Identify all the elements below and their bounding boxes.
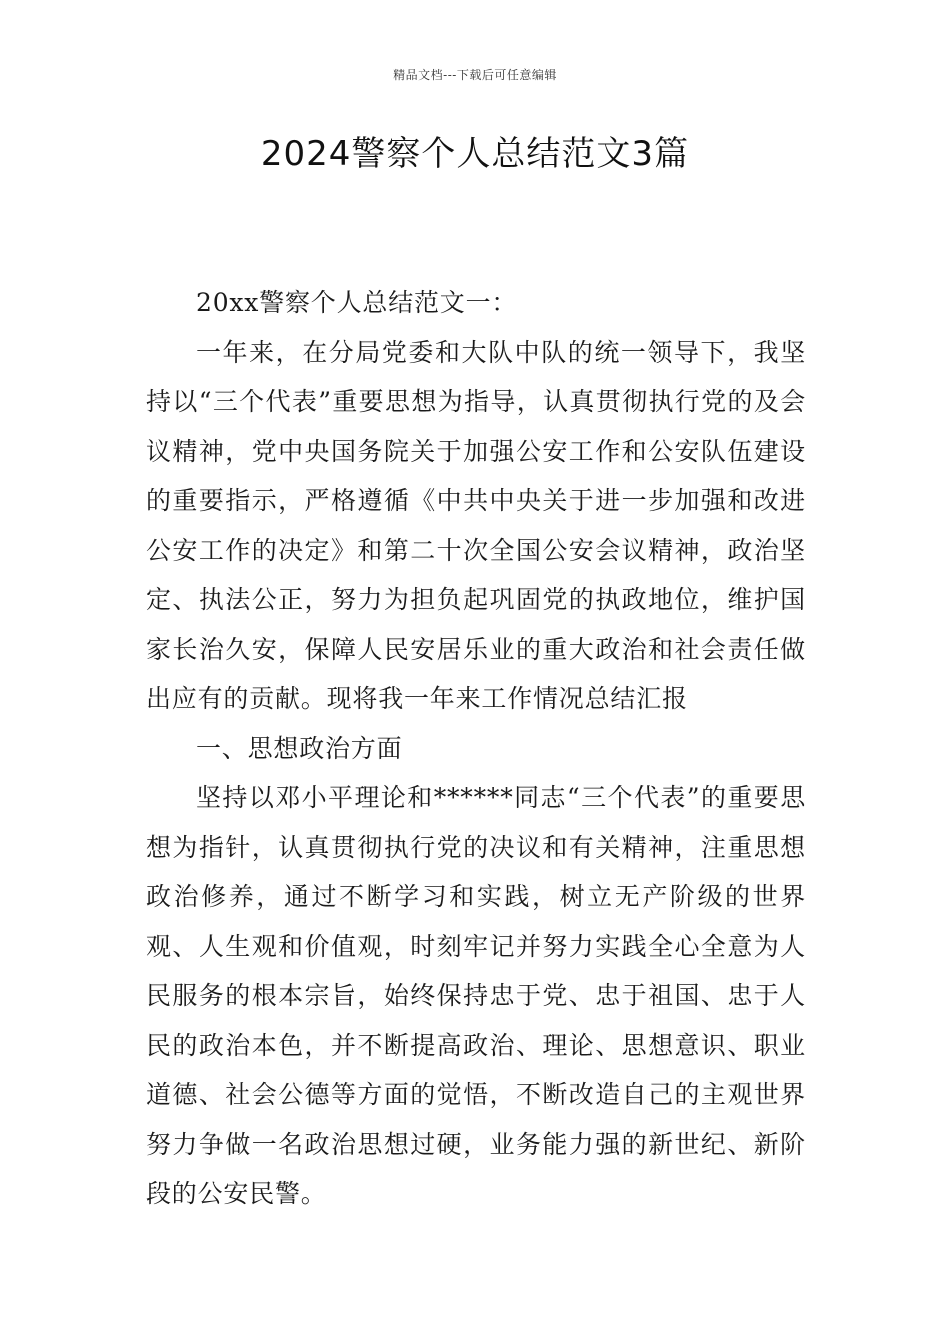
header-note: 精品文档---下载后可任意编辑: [393, 68, 557, 82]
document-body: [146, 278, 806, 1219]
subheading-political: 一、思想政治方面: [196, 733, 403, 763]
intro-paragraph: 一年来，在分局党委和大队中队的统一领导下，我坚持以“三个代表”重要思想为指导，认真贯彻执行党的及会议精神，党中央国务院关于加强公安工作和公安队伍建设的重要指示，严格遵循《中共中央关于进一步加强和改进公安工作的决定》和第二十次全国公安会议精神，政治坚定、执法公正，努力为担负起巩固党的执政地位，维护国家长治久安，保障人民安居乐业的重大政治和社会责任做出应有的贡献。现将我一年来工作情况总结汇报: [146, 337, 806, 713]
political-paragraph: 坚持以邓小平理论和******同志“三个代表”的重要思想为指针，认真贯彻执行党的决议和有关精神，注重思想政治修养，通过不断学习和实践，树立无产阶级的世界观、人生观和价值观，时刻牢记并努力实践全心全意为人民服务的根本宗旨，始终保持忠于党、忠于祖国、忠于人民的政治本色，并不断提高政治、理论、思想意识、职业道德、社会公德等方面的觉悟，不断改造自己的主观世界努力争做一名政治思想过硬，业务能力强的新世纪、新阶段的公安民警。: [146, 783, 806, 1208]
document-title: 2024警察个人总结范文3篇: [260, 134, 690, 174]
section-heading: 20xx警察个人总结范文一：: [196, 288, 518, 317]
